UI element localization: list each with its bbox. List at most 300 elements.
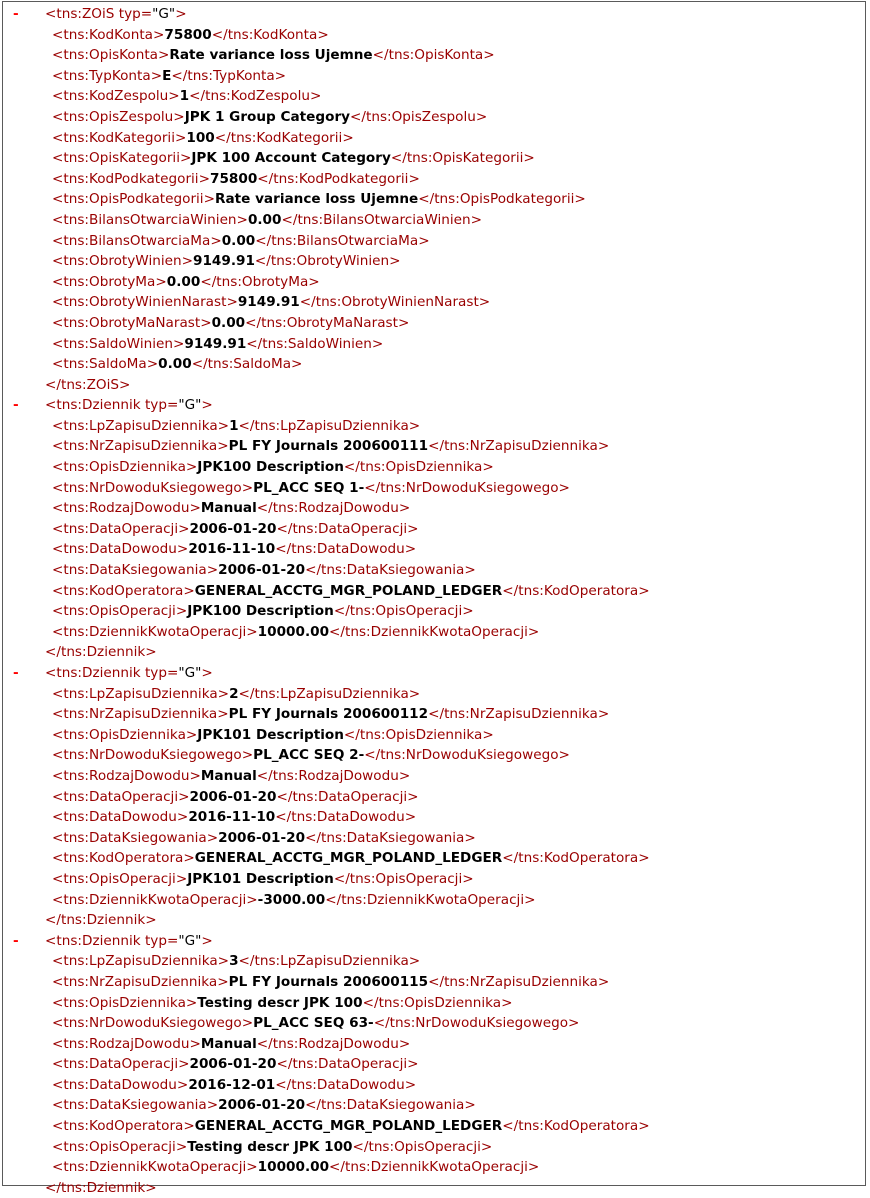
xml-element-line [13,1157,650,1178]
tag-name: tns:KodKategorii [230,129,343,146]
bracket: > [153,26,165,43]
xml-element-line [13,519,650,540]
tag-name: tns:OpisPodkategorii [434,191,575,208]
bracket: < [45,665,57,681]
xml-element-line [13,251,650,272]
bracket: </ [275,1076,292,1093]
bracket: < [52,767,64,784]
tag-name: tns:ObrotyWinien [270,253,390,270]
element-value: 9149.91 [237,294,300,311]
bracket: < [52,211,64,228]
bracket: > [176,809,189,826]
tag-name: tns:BilansOtwarciaMa [63,232,211,249]
xml-open-tag-line [13,4,650,25]
tag-name: tns:OpisDziennika [63,459,186,476]
bracket: </ [329,1159,346,1176]
bracket: > [201,397,213,414]
attribute-value: "G" [178,665,202,681]
tag-name: tns:LpZapisuDziennika [63,685,218,702]
bracket: > [482,459,494,476]
element-value: PL_ACC SEQ 2- [253,747,365,764]
bracket: </ [350,108,366,125]
attribute-name: typ= [140,665,179,681]
xml-open-tag-line [13,395,650,416]
bracket: </ [238,685,255,702]
bracket: </ [211,26,228,43]
bracket: > [189,500,201,517]
bracket: > [527,1159,540,1176]
xml-element-line [13,128,650,149]
bracket: > [389,253,401,270]
collapse-toggle[interactable]: - [13,665,19,681]
element-value: 0.00 [247,211,282,228]
bracket: > [404,1076,417,1093]
xml-element-line [13,1075,650,1096]
bracket: < [52,1138,64,1155]
bracket: > [524,891,536,908]
bracket: < [52,500,64,517]
tag-name: tns:OpisOperacji [63,1138,176,1155]
bracket: > [145,644,157,661]
tag-name: tns:RodzajDowodu [272,1035,399,1052]
bracket: > [226,294,238,311]
bracket: < [52,273,64,290]
element-value: 9149.91 [193,253,255,270]
tag-name: tns:Dziennik [60,912,146,929]
attribute-name: typ= [114,6,153,22]
xml-open-tag-line [13,663,650,684]
bracket: </ [276,788,293,805]
attribute-name: typ= [140,397,179,414]
tag-name: tns:RodzajDowodu [63,500,190,517]
element-value: 0.00 [166,273,201,290]
xml-element-line [13,787,650,808]
element-value: Rate variance loss Ujemne [214,191,419,208]
tag-name: tns:OpisOperacji [349,603,463,620]
tag-name: tns:DataKsiegowania [321,829,465,846]
tag-name: tns:BilansOtwarciaWinien [297,211,471,228]
bracket: > [173,108,185,125]
tag-name: tns:ObrotyMa [63,273,156,290]
bracket: </ [305,829,322,846]
bracket: </ [502,850,519,867]
xml-element-line [13,169,650,190]
tag-name: tns:DziennikKwotaOperacji [63,891,247,908]
tag-name: tns:DataOperacji [63,520,179,537]
tag-name: tns:OpisDziennika [63,994,186,1011]
tag-name: tns:TypKonta [63,67,151,84]
bracket: > [568,1015,580,1032]
element-value: 0.00 [211,314,246,331]
bracket: < [52,953,64,970]
bracket: </ [255,232,272,249]
tag-name: tns:DziennikKwotaOperacji [345,623,528,640]
bracket: </ [428,706,445,723]
xml-element-line [13,66,650,87]
bracket: < [52,253,64,270]
tag-name: tns:ObrotyMaNarast [63,314,201,331]
bracket: > [462,870,474,887]
xml-element-line [13,725,650,746]
bracket: > [638,582,650,599]
bracket: </ [362,994,379,1011]
collapse-toggle[interactable]: - [13,397,19,414]
element-value: GENERAL_ACCTG_MGR_POLAND_LEDGER [194,850,503,867]
tag-name: tns:ObrotyWinienNarast [315,294,479,311]
xml-element-line [13,745,650,766]
bracket: </ [45,1179,61,1196]
tag-name: tns:OpisDziennika [63,726,186,743]
bracket: > [523,150,535,167]
element-value: JPK101 Description [197,726,344,743]
bracket: > [217,706,229,723]
tag-name: tns:DataDowodu [291,1076,405,1093]
bracket: </ [281,211,298,228]
tag-name: tns:NrDowoduKsiegowego [63,747,242,764]
bracket: > [175,870,188,887]
xml-element-line [13,416,650,437]
xml-element-line [13,86,650,107]
bracket: < [52,1076,64,1093]
tag-name: tns:NrDowoduKsiegowego [63,1015,242,1032]
xml-tree [13,4,650,1198]
collapse-toggle[interactable]: - [13,6,19,22]
bracket: </ [502,1118,519,1135]
bracket: </ [333,603,350,620]
bracket: < [52,994,64,1011]
tag-name: tns:KodZespolu [63,88,169,105]
element-value: 2016-11-10 [188,541,276,558]
bracket: > [176,541,189,558]
xml-element-line [13,457,650,478]
bracket: < [52,850,64,867]
element-value: 2016-12-01 [188,1076,276,1093]
xml-element-line [13,45,650,66]
bracket: </ [238,417,255,434]
element-value: 100 [186,129,215,146]
bracket: > [201,932,213,949]
element-value: 3 [229,953,239,970]
element-value: 2 [229,685,239,702]
bracket: < [52,356,64,373]
bracket: </ [390,150,407,167]
bracket: < [52,706,64,723]
element-value: 10000.00 [257,1159,330,1176]
bracket: </ [254,253,271,270]
element-value: JPK 100 Account Category [191,150,391,167]
bracket: </ [189,88,206,105]
tag-name: tns:DziennikKwotaOperacji [345,1159,528,1176]
bracket: > [206,1097,219,1114]
bracket: < [52,1056,64,1073]
tag-name: tns:DataKsiegowania [63,562,207,579]
bracket: </ [245,314,262,331]
tag-name: tns:NrDowoduKsiegowego [63,479,242,496]
bracket: > [145,1179,157,1196]
bracket: </ [325,891,342,908]
bracket: > [178,1056,190,1073]
bracket: > [217,417,230,434]
bracket: > [178,788,190,805]
xml-element-line [13,951,650,972]
bracket: > [168,88,180,105]
tag-name: tns:ObrotyMaNarast [261,314,398,331]
bracket: > [175,603,188,620]
tag-name: tns:OpisKonta [388,47,484,64]
bracket: < [52,294,64,311]
tag-name: tns:OpisDziennika [378,994,502,1011]
bracket: > [181,253,193,270]
element-value: 9149.91 [184,335,247,352]
tag-name: tns:KodPodkategorii [273,170,409,187]
bracket: </ [502,582,519,599]
bracket: < [52,582,64,599]
bracket: </ [256,500,273,517]
xml-element-line [13,993,650,1014]
bracket: < [52,1097,64,1114]
element-value: 1 [179,88,190,105]
xml-element-line [13,148,650,169]
bracket: < [52,726,64,743]
bracket: > [308,273,320,290]
tag-name: tns:OpisOperacji [368,1138,481,1155]
xml-element-line [13,272,650,293]
element-value: 75800 [209,170,258,187]
bracket: > [501,994,513,1011]
bracket: </ [418,191,435,208]
tag-name: tns:Dziennik [60,644,146,661]
xml-close-tag-line [13,375,650,396]
bracket: > [597,973,610,990]
tag-name: tns:LpZapisuDziennika [254,953,409,970]
bracket: > [464,1097,476,1114]
bracket: > [210,232,222,249]
element-value: 0.00 [158,356,192,373]
bracket: > [478,294,491,311]
bracket: < [52,1159,64,1176]
element-value: 2006-01-20 [218,829,306,846]
element-value: 2006-01-20 [189,788,277,805]
bracket: </ [275,809,292,826]
tag-name: tns:KodOperatora [518,582,639,599]
bracket: > [175,1138,188,1155]
xml-element-line [13,25,650,46]
tag-name: tns:OpisOperacji [63,870,176,887]
attribute-value: "G" [178,397,202,414]
bracket: </ [256,1035,273,1052]
tag-name: tns:ObrotyMa [216,273,309,290]
tag-name: tns:LpZapisuDziennika [254,685,409,702]
tag-name: tns:NrZapisuDziennika [444,438,598,455]
bracket: </ [256,767,273,784]
tag-name: tns:NrZapisuDziennika [63,973,218,990]
bracket: > [407,520,419,537]
tag-name: tns:LpZapisuDziennika [63,953,218,970]
tag-name: tns:KodPodkategorii [63,170,199,187]
bracket: > [200,314,212,331]
bracket: < [52,67,64,84]
tag-name: tns:KodKategorii [63,129,175,146]
bracket: < [45,6,57,22]
bracket: </ [305,562,322,579]
bracket: </ [428,973,445,990]
xml-element-line [13,807,650,828]
bracket: > [597,706,610,723]
bracket: </ [275,541,292,558]
bracket: </ [276,520,293,537]
bracket: > [217,973,229,990]
element-value: GENERAL_ACCTG_MGR_POLAND_LEDGER [194,582,503,599]
tag-name: tns:LpZapisuDziennika [63,417,218,434]
tag-name: tns:NrDowoduKsiegowego [380,479,559,496]
xml-viewer-frame [2,1,866,1196]
bracket: > [464,562,476,579]
bracket: > [558,747,570,764]
bracket: < [52,685,64,702]
bracket: < [52,314,64,331]
element-value: Testing descr JPK 100 [187,1138,353,1155]
tag-name: tns:KodKonta [63,26,154,43]
tag-name: tns:DataDowodu [63,541,177,558]
tag-name: tns:DataOperacji [292,788,408,805]
element-value: 2006-01-20 [218,1097,306,1114]
bracket: < [52,829,64,846]
tag-name: tns:RodzajDowodu [272,767,399,784]
tag-name: tns:NrZapisuDziennika [63,438,218,455]
bracket: < [52,108,64,125]
tag-name: tns:KodOperatora [63,1118,184,1135]
bracket: > [178,520,190,537]
tag-name: tns:Dziennik [56,932,141,949]
bracket: < [52,809,64,826]
bracket: > [470,211,483,228]
bracket: > [119,376,131,393]
tag-name: tns:DziennikKwotaOperacji [63,1159,247,1176]
bracket: > [201,665,213,681]
bracket: > [558,479,570,496]
tag-name: tns:OpisOperacji [63,603,176,620]
bracket: > [408,953,421,970]
attribute-name: typ= [140,932,179,949]
bracket: < [45,397,57,414]
bracket: > [185,726,198,743]
tag-name: tns:ZOiS [56,6,115,22]
bracket: < [52,170,64,187]
bracket: > [408,685,421,702]
bracket: > [404,809,417,826]
bracket: > [342,129,354,146]
bracket: < [52,232,64,249]
bracket: > [183,582,195,599]
bracket: </ [299,294,316,311]
element-value: PL FY Journals 200600112 [228,706,429,723]
tag-name: tns:KodOperatora [63,582,184,599]
tag-name: tns:KodKonta [227,26,318,43]
bracket: > [638,1118,650,1135]
bracket: > [203,191,215,208]
bracket: > [241,1015,254,1032]
tag-name: tns:DataOperacji [63,788,179,805]
tag-name: tns:RodzajDowodu [272,500,399,517]
bracket: </ [276,1056,293,1073]
tag-name: tns:OpisDziennika [359,459,483,476]
tag-name: tns:Dziennik [56,665,141,681]
bracket: > [241,479,254,496]
bracket: > [274,67,287,84]
tag-name: tns:SaldoWinien [262,335,372,352]
bracket: </ [238,953,255,970]
xml-element-line [13,436,650,457]
tag-name: tns:DataOperacji [63,1056,179,1073]
bracket: </ [257,170,274,187]
xml-element-line [13,972,650,993]
element-value: PL_ACC SEQ 63- [253,1015,374,1032]
bracket: </ [214,129,231,146]
bracket: < [45,932,57,949]
tag-name: tns:OpisOperacji [349,870,463,887]
xml-element-line [13,107,650,128]
bracket: < [52,541,64,558]
collapse-toggle[interactable]: - [13,932,19,949]
xml-element-line [13,478,650,499]
xml-element-line [13,354,650,375]
bracket: > [480,1138,493,1155]
bracket: > [483,47,495,64]
tag-name: tns:OpisZespolu [366,108,476,125]
bracket: > [317,26,329,43]
tag-name: tns:OpisPodkategorii [63,191,204,208]
bracket: </ [343,459,360,476]
element-value: Manual [200,767,257,784]
bracket: < [52,891,64,908]
tag-name: tns:DataDowodu [291,541,405,558]
tag-name: tns:OpisDziennika [359,726,483,743]
bracket: > [475,108,488,125]
bracket: > [371,335,384,352]
bracket: </ [329,623,346,640]
bracket: > [407,1056,419,1073]
bracket: > [464,829,476,846]
xml-element-line [13,622,650,643]
bracket: > [408,417,421,434]
tag-name: tns:Dziennik [60,1179,146,1196]
xml-element-line [13,1116,650,1137]
bracket: > [397,314,410,331]
tag-name: tns:RodzajDowodu [63,1035,190,1052]
xml-element-line [13,313,650,334]
bracket: > [185,459,198,476]
xml-close-tag-line [13,910,650,931]
xml-element-line [13,601,650,622]
bracket: < [52,47,64,64]
bracket: > [217,685,230,702]
bracket: > [155,273,167,290]
xml-element-line [13,890,650,911]
xml-element-line [13,498,650,519]
bracket: < [52,788,64,805]
bracket: < [52,747,64,764]
xml-element-line [13,766,650,787]
element-value: 2006-01-20 [189,1056,277,1073]
bracket: > [527,623,540,640]
bracket: > [462,603,474,620]
element-value: Rate variance loss Ujemne [169,47,373,64]
tag-name: tns:KodOperatora [518,850,639,867]
bracket: </ [364,479,381,496]
tag-name: tns:SaldoMa [63,356,147,373]
tag-name: tns:BilansOtwarciaMa [271,232,419,249]
xml-close-tag-line [13,642,650,663]
